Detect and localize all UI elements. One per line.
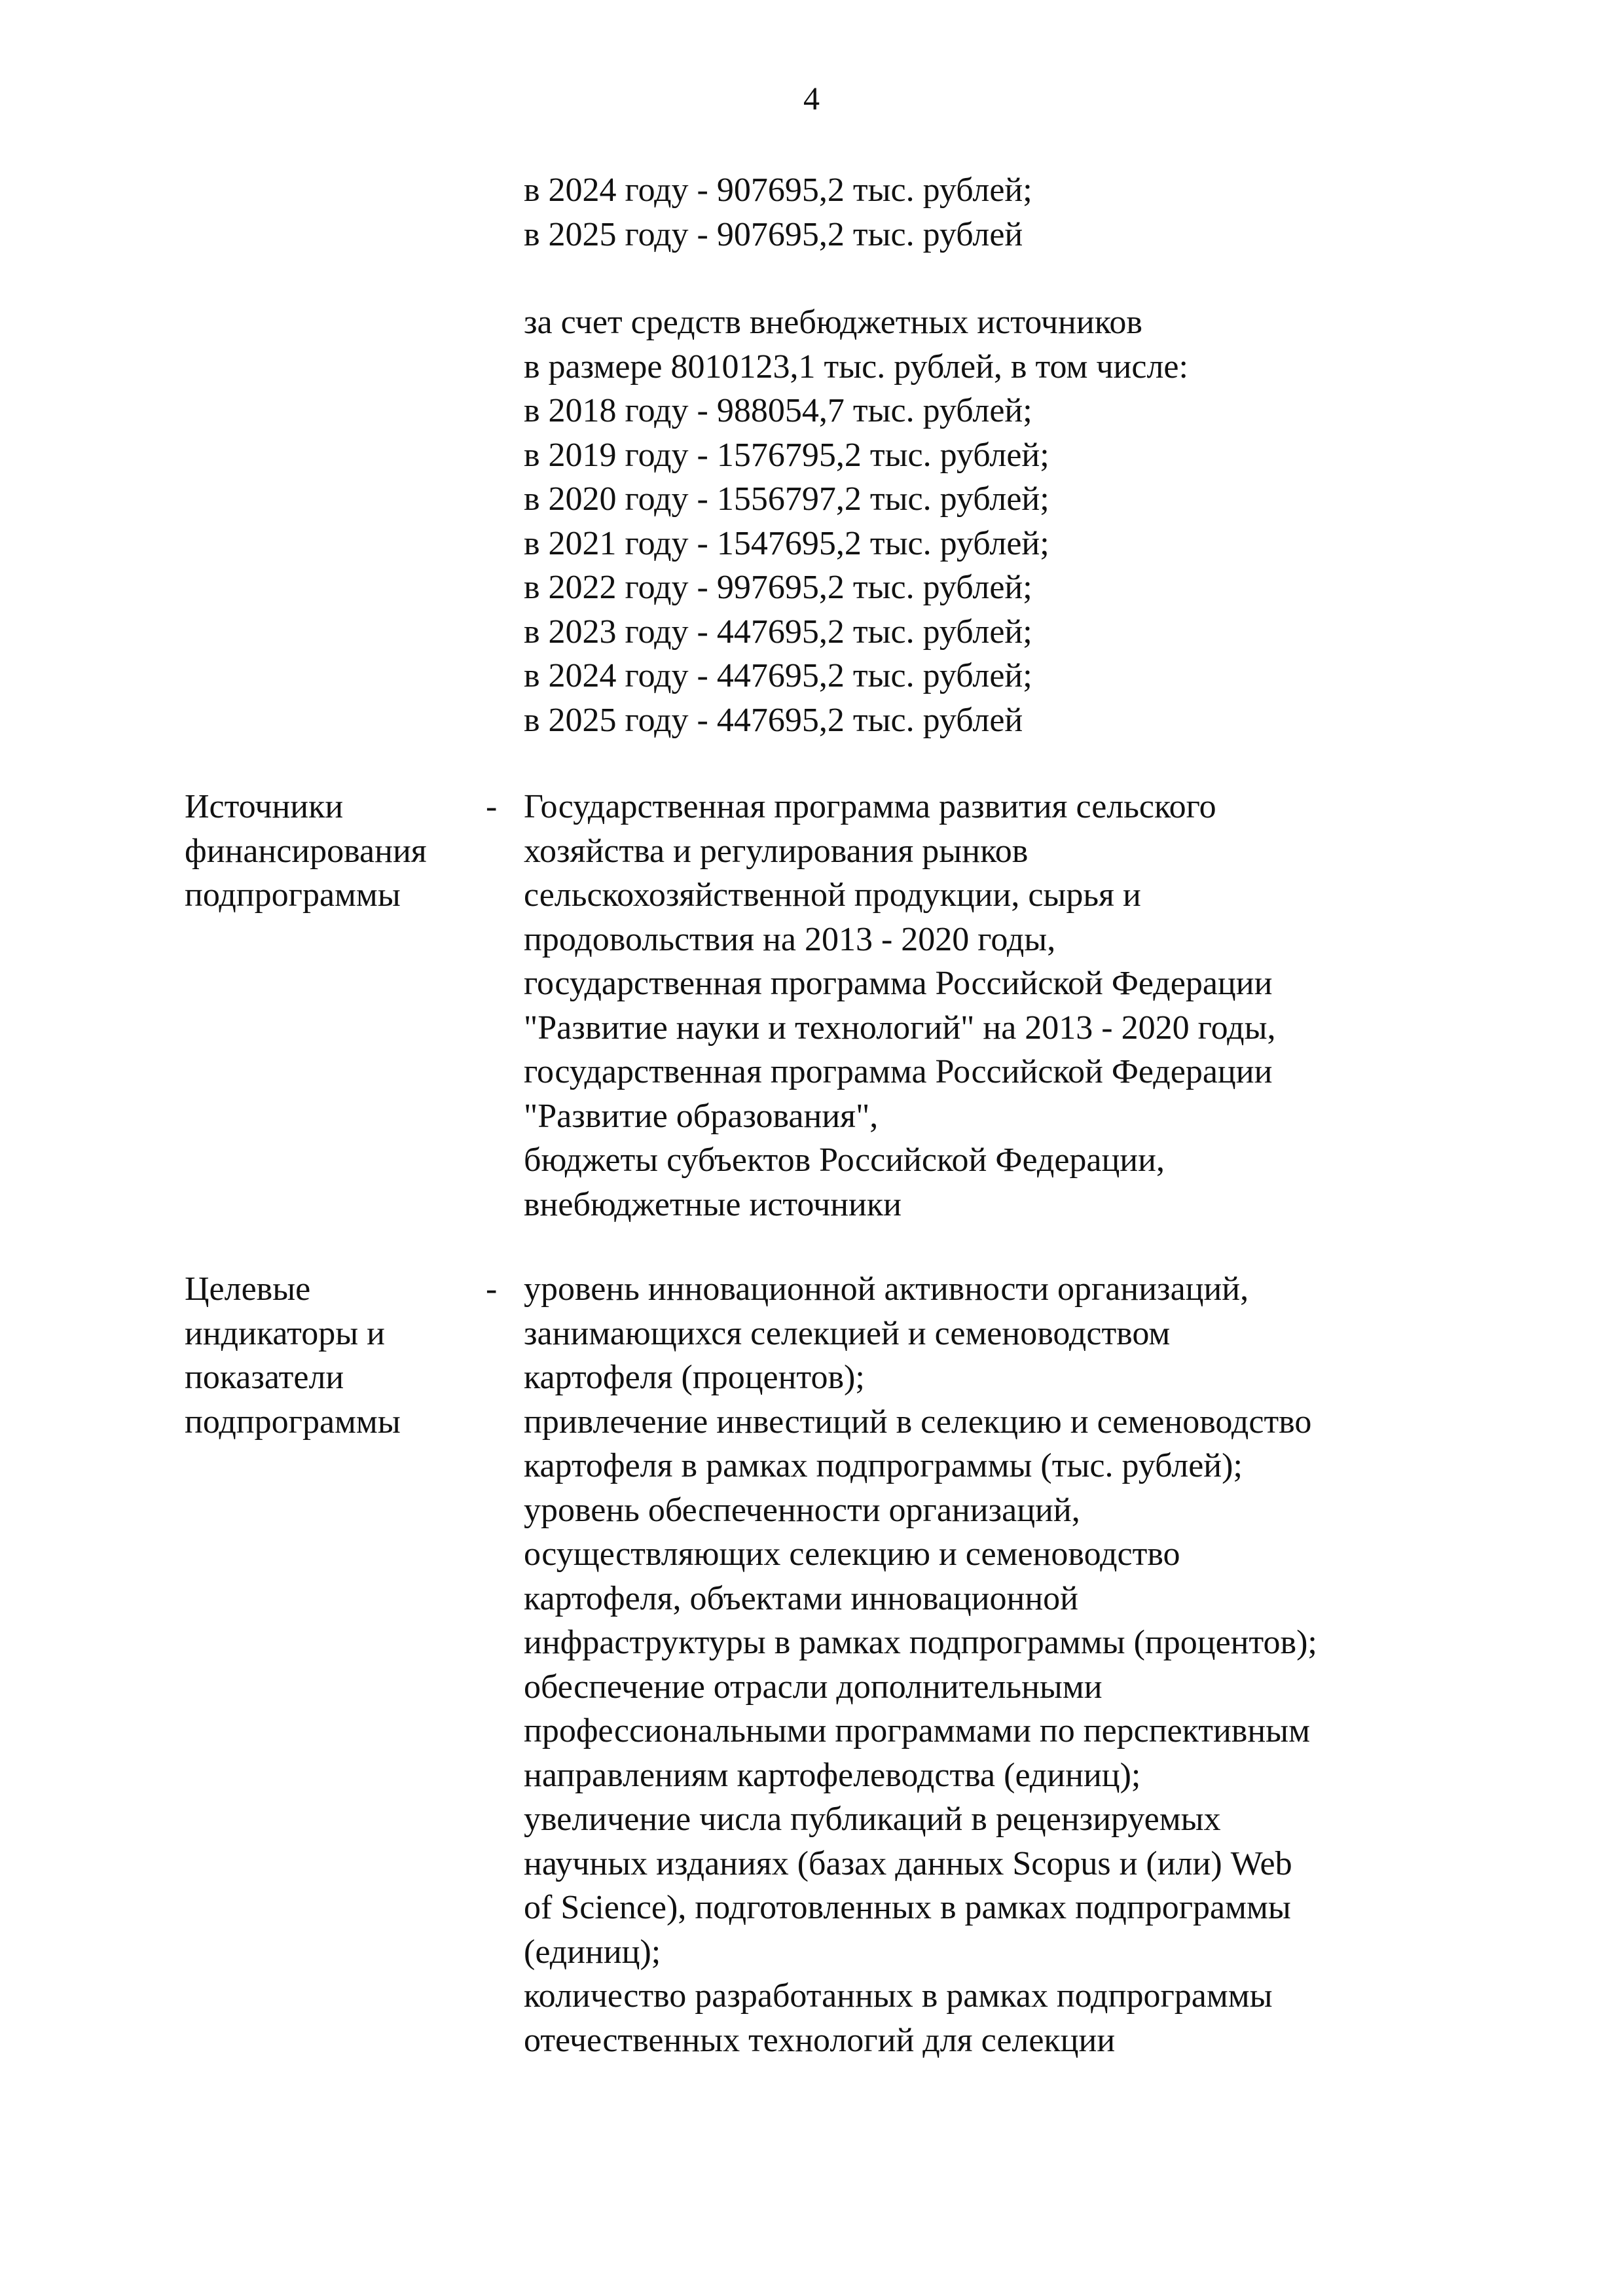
extrabudgetary-line: в 2018 году - 988054,7 тыс. рублей; [524, 392, 1032, 429]
sources-text-line: хозяйства и регулирования рынков [524, 832, 1029, 870]
extrabudgetary-funding [524, 300, 1467, 742]
sources-text-line: "Развитие науки и технологий" на 2013 - 2020 годы, [524, 1009, 1276, 1047]
targets-dash: - [486, 1270, 498, 1308]
targets-text-line: занимающихся селекцией и семеноводством [524, 1314, 1171, 1352]
sources-text-line: "Развитие образования", [524, 1097, 879, 1135]
targets-text-line: направлениям картофелеводства (единиц); [524, 1756, 1141, 1794]
sources-label-line: подпрограммы [185, 876, 401, 914]
extrabudgetary-line: в размере 8010123,1 тыс. рублей, в том числе: [524, 348, 1188, 386]
targets-text-line: картофеля, объектами инновационной [524, 1579, 1079, 1617]
targets-text-line: привлечение инвестиций в селекцию и семеноводство [524, 1403, 1312, 1441]
sources-text-line: государственная программа Российской Федерации [524, 1053, 1273, 1090]
extrabudgetary-line: в 2024 году - 447695,2 тыс. рублей; [524, 657, 1032, 694]
sources-label-line: Источники [185, 788, 344, 825]
targets-text-line: инфраструктуры в рамках подпрограммы (процентов); [524, 1624, 1317, 1661]
extrabudgetary-line: за счет средств внебюджетных источников [524, 304, 1142, 341]
targets-text-line: картофеля в рамках подпрограммы (тыс. рублей); [524, 1447, 1243, 1484]
sources-text-line: продовольствия на 2013 - 2020 годы, [524, 920, 1056, 958]
extrabudgetary-line: в 2022 году - 997695,2 тыс. рублей; [524, 569, 1032, 606]
targets-text-line: количество разработанных в рамках подпрограммы [524, 1977, 1273, 2015]
sources-text-line: внебюджетные источники [524, 1185, 902, 1223]
targets-text-line: увеличение числа публикаций в рецензируемых [524, 1801, 1221, 1838]
targets-label-line: подпрограммы [185, 1403, 401, 1441]
sources-text-line: бюджеты субъектов Российской Федерации, [524, 1141, 1165, 1179]
targets-text-line: отечественных технологий для селекции [524, 2021, 1116, 2059]
targets-text-line: уровень обеспеченности организаций, [524, 1491, 1080, 1529]
extrabudgetary-line: в 2021 году - 1547695,2 тыс. рублей; [524, 524, 1049, 562]
extrabudgetary-line: в 2020 году - 1556797,2 тыс. рублей; [524, 480, 1049, 518]
targets-text-line: (единиц); [524, 1933, 661, 1971]
targets-text [524, 1267, 1467, 2062]
targets-label-line: показатели [185, 1359, 344, 1396]
sources-label-line: финансирования [185, 832, 427, 870]
targets-text-line: обеспечение отрасли дополнительными [524, 1668, 1103, 1706]
extrabudgetary-line: в 2025 году - 447695,2 тыс. рублей [524, 701, 1023, 739]
sources-label [185, 785, 486, 918]
sources-text-line: сельскохозяйственной продукции, сырья и [524, 876, 1141, 914]
extrabudgetary-line: в 2023 году - 447695,2 тыс. рублей; [524, 613, 1032, 651]
sources-text-line: государственная программа Российской Федерации [524, 965, 1273, 1002]
targets-label-line: Целевые [185, 1270, 311, 1308]
page-number: 4 [803, 80, 820, 117]
targets-text-line: of Science), подготовленных в рамках подпрограммы [524, 1889, 1291, 1926]
targets-text-line: уровень инновационной активности организаций, [524, 1270, 1249, 1308]
targets-label-line: индикаторы и [185, 1314, 385, 1352]
targets-label [185, 1267, 486, 1444]
targets-text-line: картофеля (процентов); [524, 1359, 865, 1396]
sources-text [524, 785, 1467, 1227]
sources-text-line: Государственная программа развития сельского [524, 788, 1216, 825]
targets-text-line: осуществляющих селекцию и семеноводство [524, 1535, 1180, 1573]
targets-text-line: профессиональными программами по перспективным [524, 1712, 1311, 1749]
funding-continuation [524, 168, 1467, 257]
funding-line: в 2024 году - 907695,2 тыс. рублей; [524, 171, 1032, 209]
sources-dash: - [486, 788, 498, 825]
funding-line: в 2025 году - 907695,2 тыс. рублей [524, 215, 1023, 253]
extrabudgetary-line: в 2019 году - 1576795,2 тыс. рублей; [524, 436, 1049, 474]
targets-text-line: научных изданиях (базах данных Scopus и (или) Web [524, 1844, 1292, 1882]
